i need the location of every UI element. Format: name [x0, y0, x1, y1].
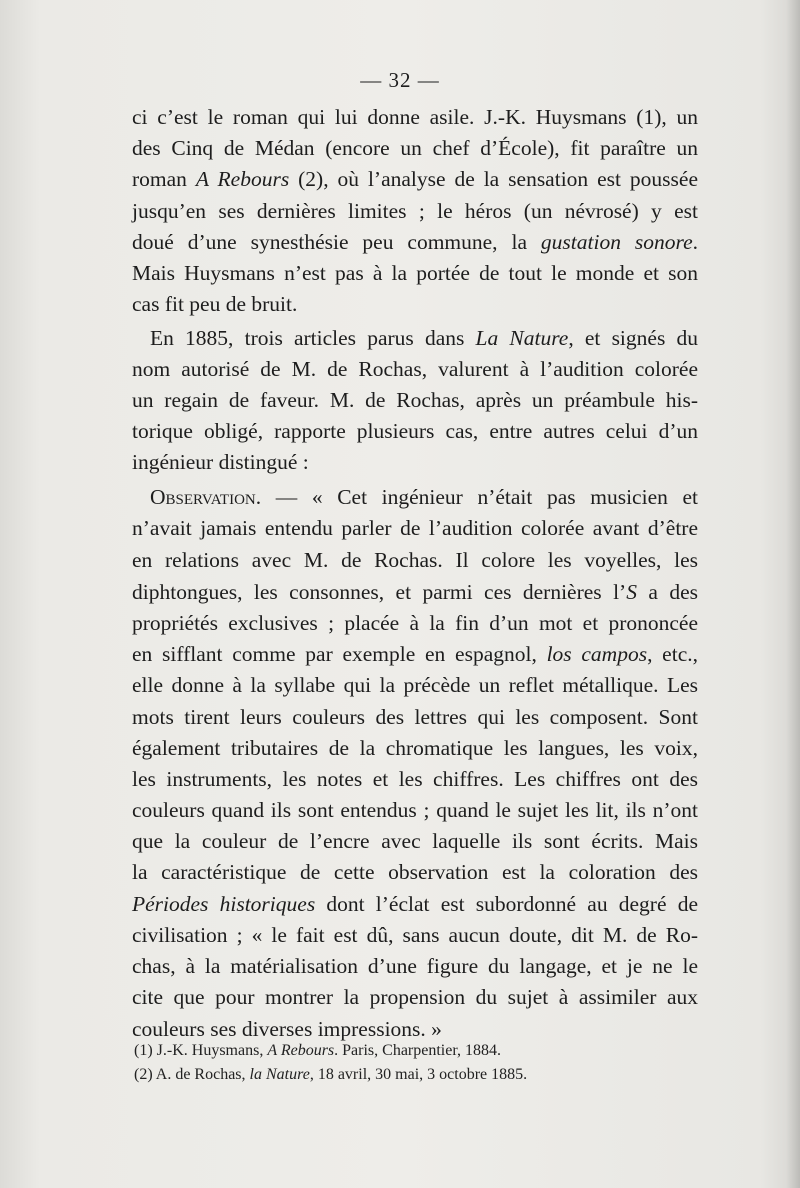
- text-run: Mais Huysmans n’est pas à la portée de tout le monde et son: [132, 261, 698, 285]
- text-run: également tributaires de la chromatique les langues, les voix,: [132, 736, 698, 760]
- text-line: [132, 357, 698, 385]
- text-line: [132, 923, 698, 951]
- text-line: [132, 1017, 698, 1045]
- italic-text: gustation sonore: [540, 230, 693, 254]
- text-run: les instruments, les notes et les chiffres. Les chiffres ont des: [132, 767, 698, 791]
- text-run: diphtongues, les consonnes, et parmi ces dernières l’: [132, 580, 627, 604]
- text-line: [132, 954, 698, 982]
- text-line: [132, 450, 698, 478]
- italic-text: A Rebours: [267, 1042, 335, 1059]
- text-run: cas fit peu de bruit.: [132, 292, 298, 316]
- text-run: ci c’est le roman qui lui donne asile. J.-K. Huysmans (1), un: [132, 105, 698, 129]
- text-line: [132, 767, 698, 795]
- text-run: En 1885, trois articles parus dans: [150, 326, 476, 350]
- text-line: [132, 230, 698, 258]
- footnote: [134, 1042, 501, 1060]
- text-run: elle donne à la syllabe qui la précède un reflet métallique. Les: [132, 673, 698, 697]
- text-line: [132, 829, 698, 857]
- text-line: [132, 705, 698, 733]
- text-line: [132, 485, 698, 513]
- text-run: , etc.,: [647, 642, 698, 666]
- italic-text: La Nature: [475, 326, 569, 350]
- text-run: n’avait jamais entendu parler de l’audition colorée avant d’être: [132, 516, 698, 540]
- text-line: [132, 326, 698, 354]
- text-run: ingénieur distingué :: [132, 450, 309, 474]
- text-line: [132, 516, 698, 544]
- text-line: [132, 261, 698, 289]
- text-line: [132, 611, 698, 639]
- text-run: couleurs ses diverses impressions. »: [132, 1017, 442, 1041]
- text-line: [132, 548, 698, 576]
- text-run: en sifflant comme par exemple en espagnol,: [132, 642, 547, 666]
- text-run: roman: [132, 167, 196, 191]
- text-run: , et signés du: [568, 326, 698, 350]
- text-line: [132, 642, 698, 670]
- text-run: la caractéristique de cette observation est la coloration des: [132, 860, 698, 884]
- text-line: [132, 105, 698, 133]
- text-run: couleurs quand ils sont entendus ; quand le sujet les lit, ils n’ont: [132, 798, 698, 822]
- text-line: [132, 388, 698, 416]
- text-run: , 18 avril, 30 mai, 3 octobre 1885.: [309, 1066, 528, 1083]
- page-edge-shadow: [786, 0, 800, 1188]
- text-line: [132, 860, 698, 888]
- italic-text: S: [626, 580, 637, 604]
- italic-text: los campos: [546, 642, 648, 666]
- page-number: — 32 —: [360, 68, 440, 92]
- text-run: un regain de faveur. M. de Rochas, après un préambule his-: [132, 388, 698, 412]
- text-line: [132, 798, 698, 826]
- text-run: doué d’une synesthésie peu commune, la: [132, 230, 541, 254]
- text-run: que la couleur de l’encre avec laquelle ils sont écrits. Mais: [132, 829, 698, 853]
- text-line: [132, 419, 698, 447]
- text-run: . Paris, Charpentier, 1884.: [334, 1042, 502, 1059]
- text-run: (2), où l’analyse de la sensation est poussée: [289, 167, 698, 191]
- text-run: torique obligé, rapporte plusieurs cas, entre autres celui d’un: [132, 419, 698, 443]
- text-line: [132, 892, 698, 920]
- text-run: civilisation ; « le fait est dû, sans aucun doute, dit M. de Ro-: [132, 923, 698, 947]
- text-run: chas, à la matérialisation d’une figure du langage, et je ne le: [132, 954, 698, 978]
- text-run: (2) A. de Rochas,: [134, 1066, 250, 1083]
- text-line: [132, 136, 698, 164]
- text-run: . — « Cet ingénieur n’était pas musicien et: [255, 485, 698, 509]
- italic-text: Périodes historiques: [132, 892, 316, 916]
- text-line: [132, 673, 698, 701]
- footnote: [134, 1066, 527, 1084]
- text-run: a des: [636, 580, 698, 604]
- text-run: mots tirent leurs couleurs des lettres qui les composent. Sont: [132, 705, 698, 729]
- text-line: [132, 167, 698, 195]
- text-run: cite que pour montrer la propension du sujet à assimiler aux: [132, 985, 698, 1009]
- italic-text: A Rebours: [195, 167, 290, 191]
- text-line: [132, 736, 698, 764]
- text-run: .: [692, 230, 698, 254]
- text-run: dont l’éclat est subordonné au degré de: [315, 892, 698, 916]
- text-line: [132, 292, 698, 320]
- italic-text: la Nature: [249, 1066, 310, 1083]
- small-caps-text: Observation: [150, 485, 256, 509]
- text-run: des Cinq de Médan (encore un chef d’École), fit paraître un: [132, 136, 698, 160]
- text-run: en relations avec M. de Rochas. Il colore les voyelles, les: [132, 548, 698, 572]
- text-run: nom autorisé de M. de Rochas, valurent à l’audition colorée: [132, 357, 698, 381]
- text-run: propriétés exclusives ; placée à la fin d’un mot et prononcée: [132, 611, 698, 635]
- text-line: [132, 985, 698, 1013]
- text-line: [132, 199, 698, 227]
- text-line: [132, 580, 698, 608]
- text-run: (1) J.-K. Huysmans,: [134, 1042, 268, 1059]
- text-run: jusqu’en ses dernières limites ; le héros (un névrosé) y est: [132, 199, 698, 223]
